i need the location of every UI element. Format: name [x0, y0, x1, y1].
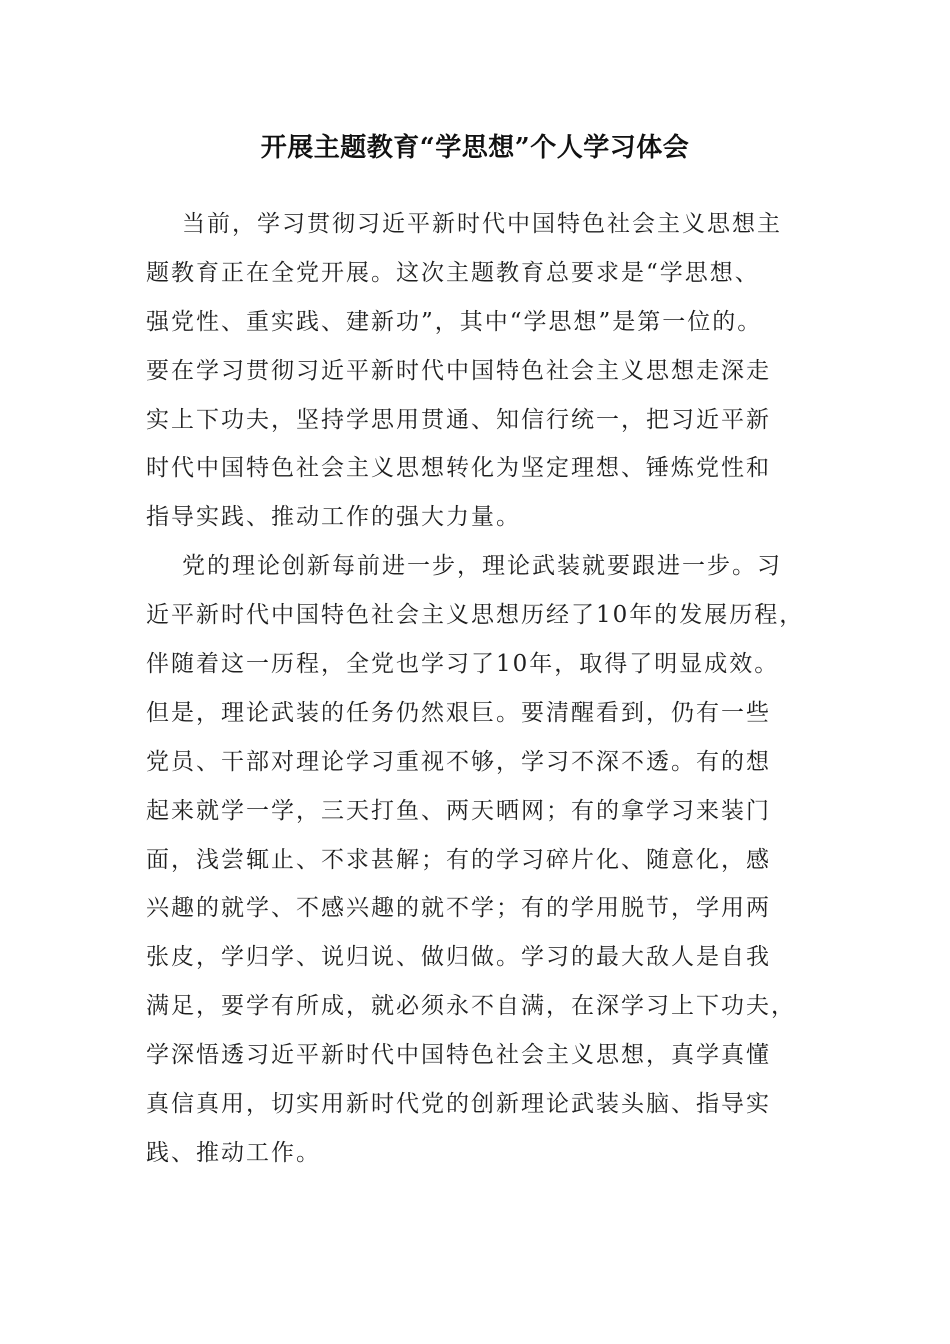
paragraph-line: 时代中国特色社会主义思想转化为坚定理想、锤炼党性和 [146, 455, 771, 482]
paragraph-line: 党的理论创新每前进一步，理论武装就要跟进一步。习 [182, 553, 782, 580]
paragraph-line: 党员、干部对理论学习重视不够，学习不深不透。有的想 [146, 748, 771, 775]
paragraph-line: 满足，要学有所成，就必须永不自满，在深学习上下功夫， [146, 993, 796, 1020]
paragraph-line: 强党性、重实践、建新功”，其中“学思想”是第一位的。 [146, 308, 763, 335]
document-title: 开展主题教育“学思想”个人学习体会 [260, 133, 690, 163]
paragraph-line: 要在学习贯彻习近平新时代中国特色社会主义思想走深走 [146, 357, 771, 384]
paragraph-line: 践、推动工作。 [146, 1139, 321, 1166]
paragraph-line: 当前，学习贯彻习近平新时代中国特色社会主义思想主 [182, 211, 782, 237]
paragraph-line: 真信真用，切实用新时代党的创新理论武装头脑、指导实 [146, 1091, 771, 1118]
document-body [146, 200, 808, 1178]
paragraph-line: 伴随着这一历程，全党也学习了10年，取得了明显成效。 [146, 651, 780, 678]
paragraph-line: 但是，理论武装的任务仍然艰巨。要清醒看到，仍有一些 [146, 699, 771, 726]
paragraph-line: 面，浅尝辄止、不求甚解；有的学习碎片化、随意化，感 [146, 846, 771, 873]
paragraph-line: 指导实践、推动工作的强大力量。 [146, 504, 521, 531]
paragraph-line: 起来就学一学，三天打鱼、两天晒网；有的拿学习来装门 [146, 797, 771, 824]
paragraph-line: 兴趣的就学、不感兴趣的就不学；有的学用脱节，学用两 [146, 895, 771, 922]
paragraph-line: 张皮，学归学、说归说、做归做。学习的最大敌人是自我 [146, 944, 771, 971]
paragraph-line: 实上下功夫，坚持学思用贯通、知信行统一，把习近平新 [146, 406, 771, 433]
paragraph-line: 近平新时代中国特色社会主义思想历经了10年的发展历程， [146, 602, 805, 629]
paragraph-line: 学深悟透习近平新时代中国特色社会主义思想，真学真懂 [146, 1042, 771, 1069]
paragraph-1 [146, 200, 808, 542]
paragraph-line: 题教育正在全党开展。这次主题教育总要求是“学思想、 [146, 259, 760, 286]
paragraph-2 [146, 542, 808, 1178]
